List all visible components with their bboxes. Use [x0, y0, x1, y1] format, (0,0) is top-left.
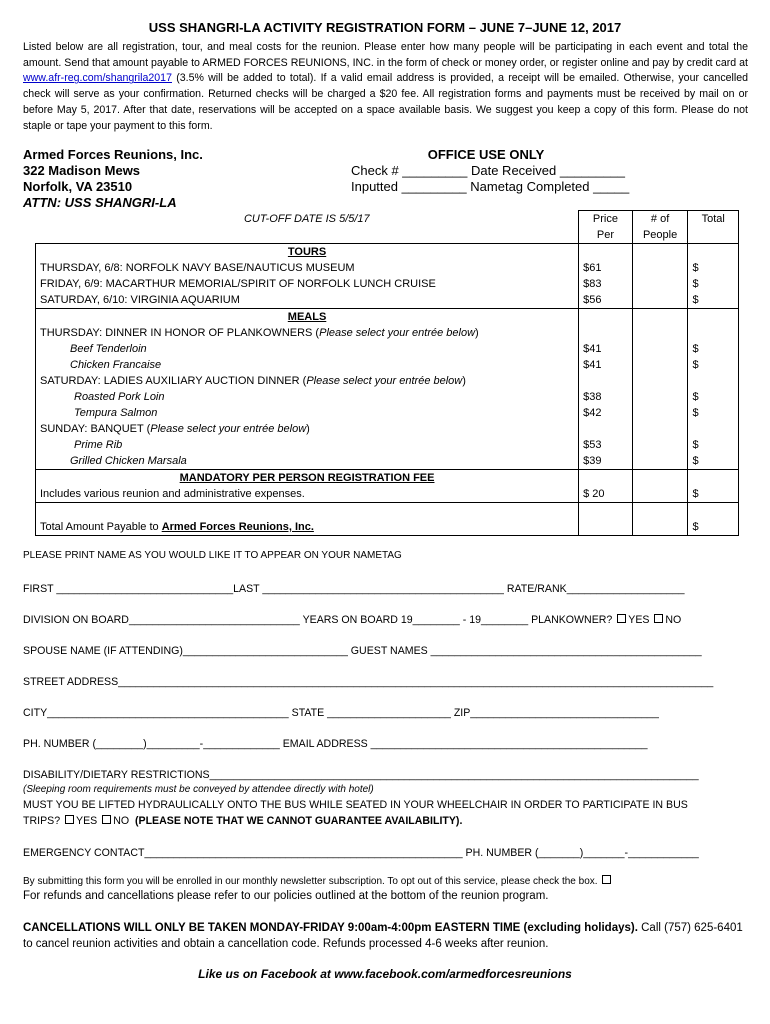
- sleeping-note: (Sleeping room requirements must be conveyed by attendee directly with hotel): [23, 784, 374, 795]
- marsala-price: $39: [583, 455, 602, 467]
- office-line-2: Inputted _________ Nametag Completed _____: [351, 179, 630, 194]
- chicken-total: $: [692, 359, 699, 371]
- grand-total-amount: $: [692, 521, 699, 533]
- disability-line[interactable]: DISABILITY/DIETARY RESTRICTIONS___________________________________________________________________________________: [23, 769, 699, 781]
- table-row: [36, 309, 739, 470]
- fee-total: $: [692, 488, 699, 500]
- trips-text: TRIPS?: [23, 815, 64, 827]
- pork-total: $: [692, 391, 699, 403]
- print-name-instruction: PLEASE PRINT NAME AS YOU WOULD LIKE IT TO APPEAR ON YOUR NAMETAG: [23, 550, 402, 561]
- yes-label: YES: [628, 614, 650, 626]
- paren: ): [306, 423, 310, 435]
- price-header-line1: Price: [592, 213, 618, 225]
- price-header-line2: Per: [596, 229, 614, 241]
- fee-description: Includes various reunion and administrative expenses.: [40, 488, 305, 500]
- tour-1: THURSDAY, 6/8: NORFOLK NAVY BASE/NAUTICUS MUSEUM: [40, 262, 355, 274]
- entree-prime-rib: Prime Rib: [74, 439, 123, 451]
- beef-total: $: [692, 343, 699, 355]
- trips-line: [23, 815, 748, 827]
- thursday-dinner-text: THURSDAY: DINNER IN HONOR OF PLANKOWNERS (: [40, 327, 320, 339]
- tour-3: SATURDAY, 6/10: VIRGINIA AQUARIUM: [40, 294, 240, 306]
- table-row: [36, 244, 739, 309]
- grand-total-payee: Armed Forces Reunions, Inc.: [161, 521, 314, 533]
- entree-marsala: Grilled Chicken Marsala: [70, 455, 187, 467]
- address-line-3: Norfolk, VA 23510: [23, 179, 133, 194]
- address-line-4: ATTN: USS SHANGRI-LA: [23, 195, 177, 210]
- people-header-line1: # of: [650, 213, 670, 225]
- salmon-price: $42: [583, 407, 602, 419]
- grand-total-empty: [579, 503, 633, 536]
- address-line-2: 322 Madison Mews: [23, 163, 141, 178]
- people-header-line2: People: [642, 229, 678, 241]
- tours-heading: TOURS: [287, 246, 327, 258]
- table-row: [36, 503, 739, 536]
- tour-2-price: $83: [583, 278, 602, 290]
- phone-email-line[interactable]: PH. NUMBER (________)_________-_____________ EMAIL ADDRESS _______________________________________________: [23, 738, 648, 750]
- rib-price: $53: [583, 439, 602, 451]
- tour-3-price: $56: [583, 294, 602, 306]
- division-line[interactable]: [23, 614, 748, 626]
- sunday-banquet-note: Please select your entrée below: [150, 423, 307, 435]
- spouse-line[interactable]: SPOUSE NAME (IF ATTENDING)____________________________ GUEST NAMES ______________________________________________: [23, 645, 702, 657]
- meal-totals[interactable]: [688, 309, 739, 470]
- people-header: [632, 211, 688, 244]
- entree-chicken: Chicken Francaise: [70, 359, 162, 371]
- meal-people-input[interactable]: [632, 309, 688, 470]
- cancellation-policy: [23, 920, 748, 952]
- tour-2: FRIDAY, 6/9: MACARTHUR MEMORIAL/SPIRIT OF NORFOLK LUNCH CRUISE: [40, 278, 436, 290]
- tours-cell: [36, 244, 579, 309]
- division-text: DIVISION ON BOARD_____________________________ YEARS ON BOARD 19________ - 19________ PLANKOWNER?: [23, 614, 616, 626]
- fee-people-input[interactable]: [632, 470, 688, 503]
- meal-prices: [579, 309, 633, 470]
- intro-text-1: Listed below are all registration, tour, and meal costs for the reunion. Please enter how many people will be participating in each event and total the amount. Send that amount payable to ARMED FORCES REUNIONS, INC. in the form of check or money order, or register online and pay by credit card at: [23, 41, 748, 69]
- emergency-line[interactable]: EMERGENCY CONTACT______________________________________________________ PH. NUMBER (_______)_______-____________: [23, 847, 699, 859]
- office-use-block: [351, 147, 651, 195]
- lift-yes-label: YES: [76, 815, 98, 827]
- price-header: [579, 211, 633, 244]
- fees-table: [35, 210, 739, 536]
- sunday-banquet-text: SUNDAY: BANQUET (: [40, 423, 151, 435]
- name-line[interactable]: FIRST ______________________________LAST _________________________________________ RATE/RANK____________________: [23, 583, 685, 595]
- sunday-banquet: [36, 421, 578, 437]
- newsletter-optout-checkbox[interactable]: [602, 875, 611, 884]
- form-title: USS SHANGRI-LA ACTIVITY REGISTRATION FORM – JUNE 7–JUNE 12, 2017: [148, 20, 622, 35]
- fee-total-cell[interactable]: [688, 470, 739, 503]
- pork-price: $38: [583, 391, 602, 403]
- office-line-1: Check # _________ Date Received _________: [351, 163, 625, 178]
- cancellation-rest: Call (757) 625-6401 to cancel reunion activities and obtain a cancellation code. Refunds processed 4-6 weeks after reunion.: [23, 922, 743, 950]
- total-header: Total: [688, 211, 739, 244]
- fee-cell: [36, 470, 579, 503]
- meals-heading: MEALS: [287, 311, 327, 323]
- meals-cell: [36, 309, 579, 470]
- tour-2-total: $: [692, 278, 699, 290]
- grand-total-label: [36, 519, 578, 535]
- tour-prices: [579, 244, 633, 309]
- refunds-line: For refunds and cancellations please refer to our policies outlined at the bottom of the reunion program.: [23, 890, 549, 902]
- grand-total-cell: [36, 503, 579, 536]
- no-label: NO: [665, 614, 682, 626]
- paren: ): [475, 327, 479, 339]
- cancellation-bold: CANCELLATIONS WILL ONLY BE TAKEN MONDAY-FRIDAY 9:00am-4:00pm EASTERN TIME (excluding holidays).: [23, 922, 638, 934]
- table-row: [36, 470, 739, 503]
- thursday-dinner: [36, 325, 578, 341]
- newsletter-text: By submitting this form you will be enrolled in our monthly newsletter subscription. To opt out of this service, please check the box.: [23, 876, 598, 887]
- marsala-total: $: [692, 455, 699, 467]
- beef-price: $41: [583, 343, 602, 355]
- plankowner-no-checkbox[interactable]: [654, 614, 663, 623]
- grand-total-empty: [632, 503, 688, 536]
- fee-price: $ 20: [583, 488, 605, 500]
- entree-beef: Beef Tenderloin: [70, 343, 147, 355]
- tour-1-price: $61: [583, 262, 602, 274]
- saturday-dinner: [36, 373, 578, 389]
- lift-question: MUST YOU BE LIFTED HYDRAULICALLY ONTO THE BUS WHILE SEATED IN YOUR WHEELCHAIR IN ORDER TO PARTICIPATE IN BUS: [23, 799, 688, 811]
- saturday-dinner-text: SATURDAY: LADIES AUXILIARY AUCTION DINNER (: [40, 375, 307, 387]
- tour-totals[interactable]: [688, 244, 739, 309]
- paren: ): [462, 375, 466, 387]
- intro-text-2: (3.5% will be added to total). If a valid email address is provided, a receipt will be emailed. Otherwise, your cancelled check will serve as your confirmation. Returned checks will be charged a $20 fee. All registration forms and payments must be received by mail on or before May 5, 2017. After that date, reservations will be accepted on a space available basis. We suggest you keep a copy of this form. Please do not staple or tape your payment to this form.: [23, 72, 748, 132]
- city-line[interactable]: CITY_________________________________________ STATE _____________________ ZIP________________________________: [23, 707, 659, 719]
- lift-no-label: NO: [113, 815, 130, 827]
- lift-yes-checkbox[interactable]: [65, 815, 74, 824]
- tour-1-total: $: [692, 262, 699, 274]
- plankowner-yes-checkbox[interactable]: [617, 614, 626, 623]
- street-line[interactable]: STREET ADDRESS_____________________________________________________________________________________________________: [23, 676, 714, 688]
- grand-total-text: Total Amount Payable to: [40, 521, 162, 533]
- chicken-price: $41: [583, 359, 602, 371]
- registration-link[interactable]: www.afr-reg.com/shangrila2017: [23, 72, 172, 85]
- fee-heading: MANDATORY PER PERSON REGISTRATION FEE: [179, 472, 435, 484]
- fee-price-cell: [579, 470, 633, 503]
- rib-total: $: [692, 439, 699, 451]
- saturday-dinner-note: Please select your entrée below: [306, 375, 463, 387]
- tour-people-input[interactable]: [632, 244, 688, 309]
- entree-pork: Roasted Pork Loin: [74, 391, 165, 403]
- lift-no-checkbox[interactable]: [102, 815, 111, 824]
- grand-total-amount-cell[interactable]: [688, 503, 739, 536]
- newsletter-line: [23, 875, 748, 887]
- address-line-1: Armed Forces Reunions, Inc.: [23, 147, 203, 162]
- office-use-heading: OFFICE USE ONLY: [427, 147, 545, 162]
- intro-paragraph: [23, 40, 748, 134]
- tour-3-total: $: [692, 294, 699, 306]
- mailing-address: [23, 147, 203, 211]
- thursday-dinner-note: Please select your entrée below: [319, 327, 476, 339]
- salmon-total: $: [692, 407, 699, 419]
- entree-salmon: Tempura Salmon: [74, 407, 158, 419]
- table-header-row: [36, 211, 739, 244]
- facebook-line: Like us on Facebook at www.facebook.com/armedforcesreunions: [198, 967, 572, 981]
- guarantee-note: (PLEASE NOTE THAT WE CANNOT GUARANTEE AVAILABILITY).: [134, 815, 463, 827]
- cutoff-date: CUT-OFF DATE IS 5/5/17: [36, 211, 579, 244]
